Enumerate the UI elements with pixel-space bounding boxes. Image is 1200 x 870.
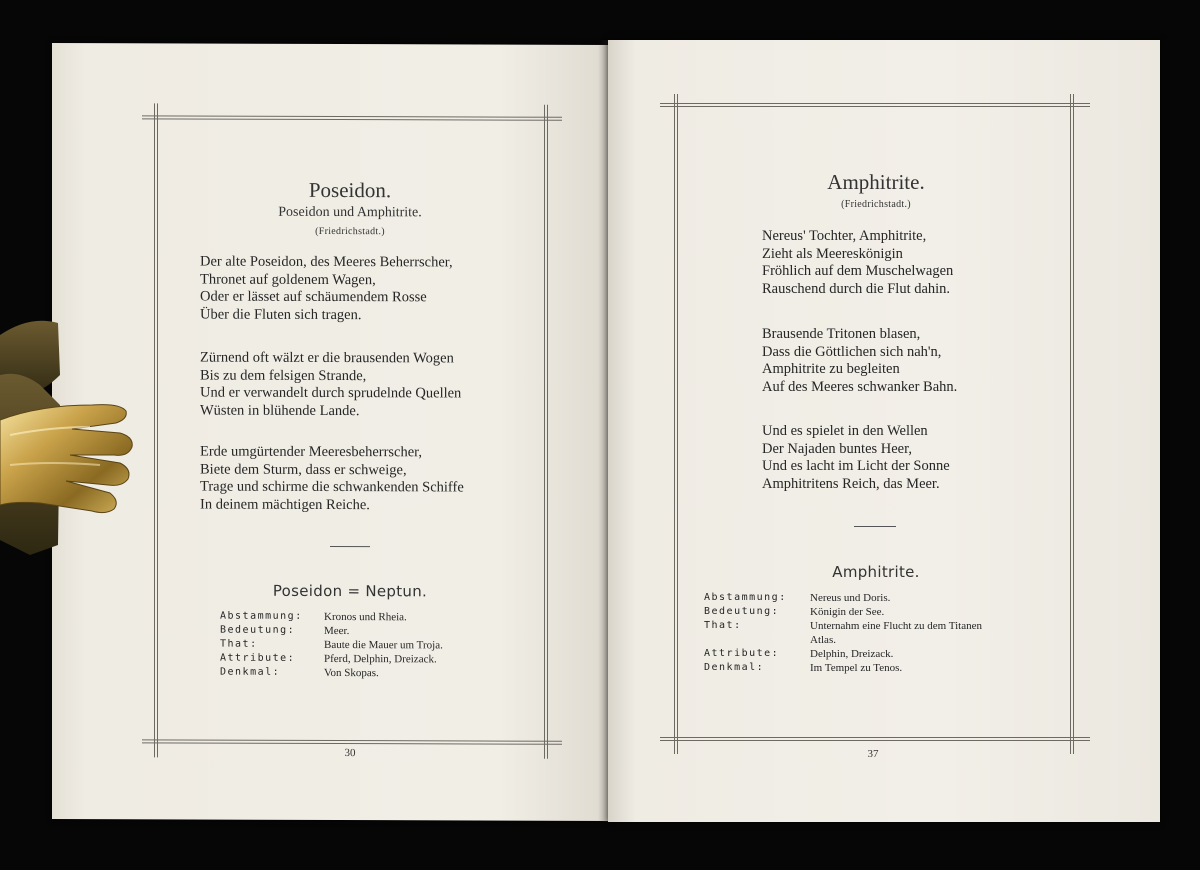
- info-value: Unternahm eine Flucht zu dem Titanen: [810, 620, 982, 632]
- frame-left-line: [674, 94, 675, 754]
- info-row: [220, 624, 443, 639]
- frame-bottom-line: [660, 737, 1090, 738]
- frame-top-line-inner: [142, 118, 562, 120]
- info-row: [704, 605, 982, 619]
- info-value: Nereus und Doris.: [810, 592, 891, 604]
- poem-line: Oder er lässet auf schäumendem Rosse: [200, 288, 427, 306]
- poem-line: Der alte Poseidon, des Meeres Beherrscher,: [200, 253, 453, 271]
- poem-line: Bis zu dem felsigen Strande,: [200, 367, 367, 384]
- poem-line: Erde umgürtender Meeresbeherrscher,: [200, 443, 423, 461]
- info-table: [704, 591, 982, 675]
- section-divider: [330, 546, 370, 547]
- frame-left-line: [154, 103, 155, 757]
- poem-line: Trage und schirme die schwankenden Schiffe: [200, 478, 464, 496]
- frame-top-line-inner: [660, 106, 1090, 107]
- poem-stanza: [762, 228, 953, 298]
- poem-line: Auf des Meeres schwanker Bahn.: [762, 378, 958, 395]
- location-note: (Friedrichstadt.): [315, 225, 385, 238]
- poem-line: Fröhlich auf dem Muschelwagen: [762, 263, 954, 280]
- info-title: Amphitrite.: [832, 563, 920, 581]
- info-key: Bedeutung:: [704, 606, 780, 617]
- poem-line: Dass die Göttlichen sich nah'n,: [762, 343, 942, 360]
- info-row: [220, 666, 443, 681]
- right-page: [608, 40, 1160, 822]
- poem-line: Und es lacht im Licht der Sonne: [762, 458, 950, 475]
- info-key: That:: [220, 638, 258, 650]
- info-key: [704, 633, 810, 647]
- info-row: [704, 661, 982, 675]
- info-value: Königin der See.: [810, 606, 885, 618]
- frame-bottom-line: [142, 739, 562, 741]
- page-title: Amphitrite.: [827, 170, 925, 194]
- poem-stanza: [762, 423, 950, 493]
- page-number: 37: [867, 748, 879, 760]
- poem-line: Rauschend durch die Flut dahin.: [762, 280, 951, 297]
- frame-right-line-inner: [1073, 94, 1074, 754]
- info-value: Meer.: [324, 624, 350, 638]
- poem-line: Biete dem Sturm, dass er schweige,: [200, 461, 407, 478]
- frame-bottom-line-inner: [142, 742, 562, 744]
- info-row: [704, 591, 982, 605]
- poem-line: Der Najaden buntes Heer,: [762, 440, 912, 457]
- info-value: Baute die Mauer um Troja.: [324, 638, 443, 652]
- info-value: Atlas.: [810, 634, 836, 646]
- info-key: Abstammung:: [704, 592, 787, 603]
- info-key: Attribute:: [704, 648, 780, 659]
- page-number: 30: [344, 747, 356, 760]
- info-value: Delphin, Dreizack.: [810, 648, 894, 660]
- section-divider: [854, 526, 896, 527]
- page-subtitle: Poseidon und Amphitrite.: [278, 204, 422, 221]
- info-row: [704, 633, 982, 647]
- frame-top-line: [142, 115, 562, 117]
- poem-line: Wüsten in blühende Lande.: [200, 402, 360, 419]
- info-row: [704, 619, 982, 633]
- info-row: [704, 647, 982, 661]
- location-note: (Friedrichstadt.): [841, 199, 911, 210]
- poem-stanza: [200, 254, 453, 325]
- frame-right-line-inner: [547, 105, 548, 759]
- poem-line: Zieht als Meereskönigin: [762, 245, 903, 262]
- info-value: Pferd, Delphin, Dreizack.: [324, 652, 437, 666]
- poem-line: Nereus' Tochter, Amphitrite,: [762, 228, 927, 244]
- page-title: Poseidon.: [308, 177, 392, 203]
- poem-line: In deinem mächtigen Reiche.: [200, 496, 370, 513]
- poem-stanza: [200, 444, 464, 515]
- brass-hand-page-holder: [0, 315, 140, 555]
- info-key: Bedeutung:: [220, 624, 296, 636]
- poem-stanza: [762, 326, 957, 396]
- frame-right-line: [544, 105, 545, 759]
- poem-line: Amphitritens Reich, das Meer.: [762, 475, 940, 492]
- info-value: Kronos und Rheia.: [324, 610, 407, 624]
- poem-line: Thronet auf goldenem Wagen,: [200, 271, 376, 288]
- frame-bottom-line-inner: [660, 740, 1090, 741]
- frame-left-line-inner: [157, 103, 158, 757]
- info-value: Im Tempel zu Tenos.: [810, 662, 903, 674]
- poem-line: Amphitrite zu begleiten: [762, 361, 900, 378]
- info-table: [220, 610, 443, 681]
- poem-line: Und es spielet in den Wellen: [762, 423, 928, 439]
- poem-line: Und er verwandelt durch sprudelnde Quellen: [200, 384, 462, 402]
- frame-top-line: [660, 103, 1090, 104]
- info-key: Denkmal:: [220, 666, 281, 678]
- info-key: Attribute:: [220, 652, 296, 664]
- frame-right-line: [1070, 94, 1071, 754]
- info-row: [220, 638, 443, 653]
- info-key: Denkmal:: [704, 662, 765, 673]
- frame-left-line-inner: [677, 94, 678, 754]
- info-key: Abstammung:: [220, 610, 303, 622]
- poem-line: Brausende Tritonen blasen,: [762, 326, 921, 342]
- poem-line: Über die Fluten sich tragen.: [200, 306, 362, 323]
- poem-stanza: [200, 350, 461, 421]
- info-row: [220, 652, 443, 667]
- info-title: Poseidon = Neptun.: [272, 581, 428, 601]
- poem-line: Zürnend oft wälzt er die brausenden Wogen: [200, 349, 454, 367]
- info-value: Von Skopas.: [324, 666, 379, 680]
- info-row: [220, 610, 443, 625]
- info-key: That:: [704, 620, 742, 631]
